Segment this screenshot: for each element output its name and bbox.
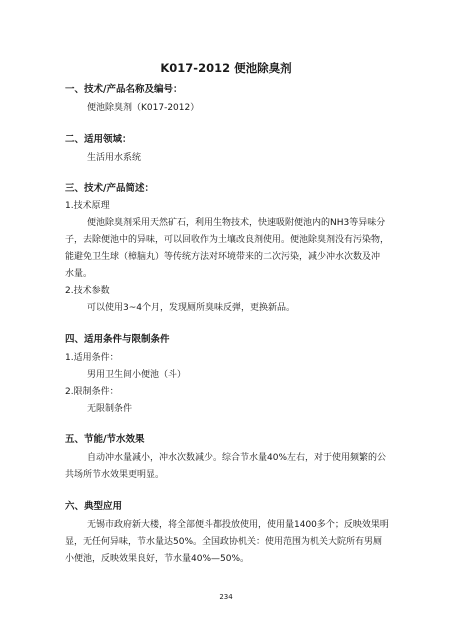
section-3-heading: 三、技术/产品简述： (65, 183, 154, 194)
section-4-restriction-text: 无限制条件 (87, 404, 133, 414)
section-2-text: 生活用水系统 (87, 153, 142, 163)
section-3-parameters-text: 可以使用3~4个月，发现厕所臭味反弹，更换新品。 (87, 303, 295, 313)
section-3-sub-principle: 1.技术原理 (65, 201, 110, 211)
section-6-paragraph-line: 无锡市政府新大楼，将全部便斗都投放使用，使用量1400多个；反映效果明 (87, 520, 389, 530)
section-1-heading: 一、技术/产品名称及编号： (65, 84, 183, 95)
section-3-sub-parameters: 2.技术参数 (65, 286, 110, 296)
section-6-heading: 六、典型应用 (65, 501, 123, 512)
section-6-paragraph-line: 显，无任何异味，节水量达50%。全国政协机关：使用范围为机关大院所有男厕 (65, 537, 383, 547)
section-3-paragraph-line: 水量。 (65, 269, 93, 279)
page-number: 234 (219, 593, 233, 601)
section-5-heading: 五、节能/节水效果 (65, 434, 145, 445)
document-title: K017-2012 便池除臭剂 (160, 61, 292, 75)
section-2-heading: 二、适用领域： (65, 134, 132, 145)
section-4-sub-restriction: 2.限制条件： (65, 387, 119, 397)
section-4-sub-applicable: 1.适用条件： (65, 353, 119, 363)
section-6-paragraph-line: 小便池，反映效果良好，节水量40%—50%。 (65, 554, 250, 564)
section-3-paragraph-line: 便池除臭剂采用天然矿石，利用生物技术，快速吸附便池内的NH3等异味分 (87, 218, 386, 228)
section-5-paragraph-line: 共场所节水效果更明显。 (65, 470, 165, 480)
section-1-text: 便池除臭剂（K017-2012） (87, 103, 200, 113)
section-3-paragraph-line: 能避免卫生球（樟脑丸）等传统方法对环境带来的二次污染，减少冲水次数及冲 (65, 252, 381, 262)
section-5-paragraph-line: 自动冲水量减小，冲水次数减少。综合节水量40%左右，对于使用频繁的公 (87, 453, 387, 463)
section-4-heading: 四、适用条件与限制条件 (65, 334, 170, 345)
section-3-paragraph-line: 子，去除便池中的异味，可以回收作为土壤改良剂使用。便池除臭剂没有污染物， (65, 235, 390, 245)
section-4-applicable-text: 男用卫生间小便池（斗） (87, 370, 187, 380)
